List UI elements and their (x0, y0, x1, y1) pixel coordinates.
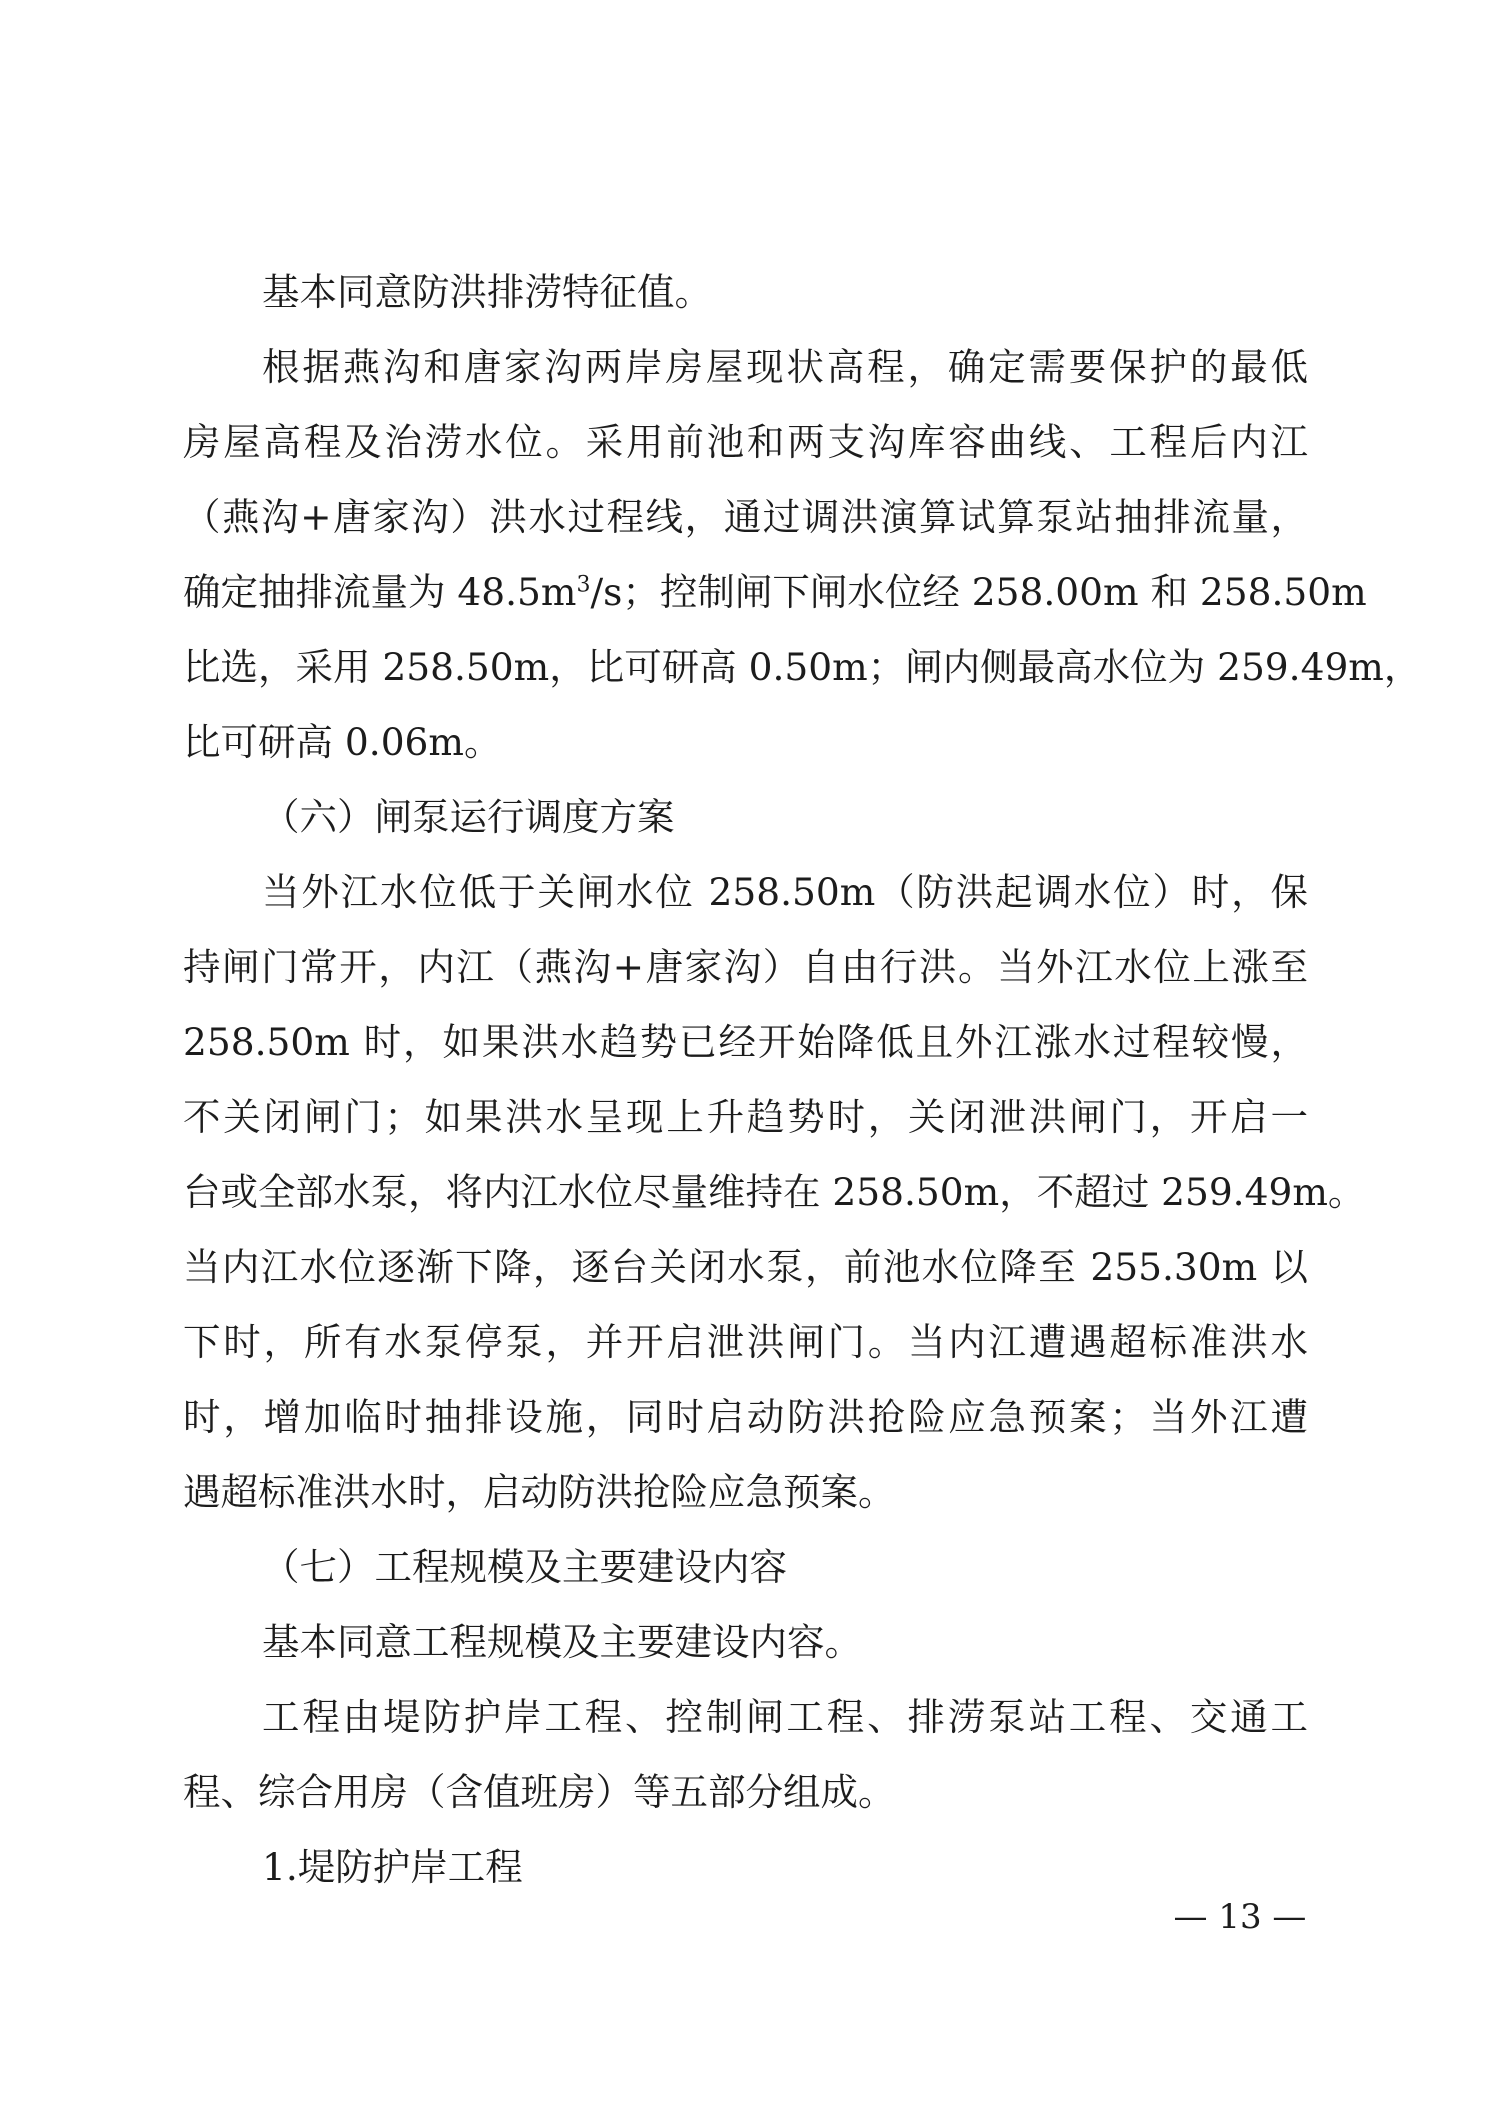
superscript-exponent: 3 (576, 572, 591, 598)
paragraph-line-with-superscript (183, 562, 1367, 622)
page-number: — 13 — (1173, 1897, 1307, 1937)
section-heading: （七）工程规模及主要建设内容 (262, 1545, 787, 1589)
paragraph-line: 台或全部水泵，将内江水位尽量维持在 258.50m，不超过 259.49m。 (183, 1170, 1366, 1214)
paragraph-line: 根据燕沟和唐家沟两岸房屋现状高程，确定需要保护的最低 (262, 345, 1308, 389)
paragraph-line: 时，增加临时抽排设施，同时启动防洪抢险应急预案；当外江遭 (183, 1395, 1308, 1439)
paragraph-line: 比选，采用 258.50m，比可研高 0.50m；闸内侧最高水位为 259.49m， (183, 645, 1422, 689)
line-text-after-superscript: /s；控制闸下闸水位经 258.00m 和 258.50m (590, 570, 1367, 614)
paragraph-line: 当外江水位低于关闸水位 258.50m（防洪起调水位）时，保 (262, 870, 1308, 914)
paragraph-line: 遇超标准洪水时，启动防洪抢险应急预案。 (183, 1470, 896, 1514)
paragraph-line: 基本同意防洪排涝特征值。 (262, 270, 712, 314)
paragraph-line: 房屋高程及治涝水位。采用前池和两支沟库容曲线、工程后内江 (183, 420, 1308, 464)
section-heading: （六）闸泵运行调度方案 (262, 795, 675, 839)
paragraph-line: （燕沟+唐家沟）洪水过程线，通过调洪演算试算泵站抽排流量， (183, 495, 1308, 539)
paragraph-line: 持闸门常开，内江（燕沟+唐家沟）自由行洪。当外江水位上涨至 (183, 945, 1308, 989)
paragraph-line: 程、综合用房（含值班房）等五部分组成。 (183, 1770, 896, 1814)
line-text-before-superscript: 确定抽排流量为 48.5m (183, 570, 577, 614)
subsection-heading: 1.堤防护岸工程 (262, 1845, 523, 1889)
paragraph-line: 基本同意工程规模及主要建设内容。 (262, 1620, 862, 1664)
paragraph-line: 比可研高 0.06m。 (183, 720, 502, 764)
paragraph-line: 不关闭闸门；如果洪水呈现上升趋势时，关闭泄洪闸门，开启一 (183, 1095, 1308, 1139)
paragraph-line: 258.50m 时，如果洪水趋势已经开始降低且外江涨水过程较慢， (183, 1020, 1308, 1064)
paragraph-line: 工程由堤防护岸工程、控制闸工程、排涝泵站工程、交通工 (262, 1695, 1308, 1739)
paragraph-line: 下时，所有水泵停泵，并开启泄洪闸门。当内江遭遇超标准洪水 (183, 1320, 1308, 1364)
paragraph-line: 当内江水位逐渐下降，逐台关闭水泵，前池水位降至 255.30m 以 (183, 1245, 1308, 1289)
